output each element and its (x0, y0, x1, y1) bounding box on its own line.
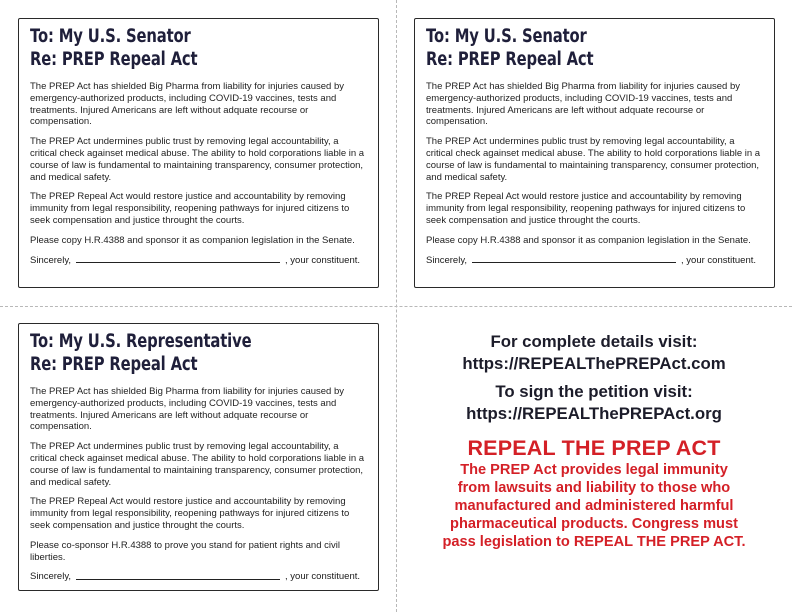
letter-to-heading: To: My U.S. Senator (426, 26, 587, 47)
letter-paragraph: The PREP Act undermines public trust by removing legal accountability, a critical check againset medical abuse. The ability to hold corporations liable in a course of law is fundamental to maintaining transparency, consumer protection, and medical safety. (30, 136, 365, 183)
repeal-message-line: from lawsuits and liability to those who (457, 480, 731, 496)
constituent-label: , your constituent. (285, 571, 360, 583)
letter-request: Please copy H.R.4388 and sponsor it as companion legislation in the Senate. (426, 234, 751, 246)
letter-paragraph: The PREP Act has shielded Big Pharma from liability for injuries caused by emergency-authorized products, including COVID-19 vaccines, tests and treatments. Injured Americans are left without adquate recourse or compensation. (30, 386, 345, 433)
senator-letter-card-left (18, 18, 379, 288)
sincerely-label: Sincerely, (426, 254, 468, 266)
constituent-label: , your constituent. (681, 254, 756, 266)
horizontal-cut-line (0, 306, 792, 307)
repeal-headline: REPEAL THE PREP ACT (467, 436, 721, 460)
letter-re-heading: Re: PREP Repeal Act (426, 49, 594, 70)
letter-to-heading: To: My U.S. Senator (30, 26, 191, 47)
details-url-link[interactable]: https://REPEALThePREPAct.com (462, 354, 726, 373)
letter-paragraph: The PREP Act undermines public trust by removing legal accountability, a critical check againset medical abuse. The ability to hold corporations liable in a course of law is fundamental to maintaining transparency, consumer protection, and medical safety. (426, 136, 761, 183)
sincerely-label: Sincerely, (30, 254, 72, 266)
repeal-message-line: manufactured and administered harmful (454, 498, 734, 514)
sincerely-label: Sincerely, (30, 571, 72, 583)
repeal-message-line: pharmaceutical products. Congress must (450, 516, 738, 532)
petition-label: To sign the petition visit: (495, 382, 693, 401)
signature-row (30, 255, 367, 267)
signature-row (426, 255, 763, 267)
letter-body (30, 81, 367, 247)
letter-body (426, 81, 763, 247)
senator-letter-card-right (414, 18, 775, 288)
letter-request: Please copy H.R.4388 and sponsor it as companion legislation in the Senate. (30, 234, 355, 246)
petition-url-link[interactable]: https://REPEALThePREPAct.org (466, 404, 722, 423)
signature-line[interactable] (76, 262, 280, 263)
letter-paragraph: The PREP Act has shielded Big Pharma from liability for injuries caused by emergency-authorized products, including COVID-19 vaccines, tests and treatments. Injured Americans are left without adquate recourse or compensation. (426, 81, 741, 128)
repeal-message-line: The PREP Act provides legal immunity (460, 462, 728, 478)
letter-re-heading: Re: PREP Repeal Act (30, 49, 198, 70)
signature-line[interactable] (76, 579, 280, 580)
letter-paragraph: The PREP Act has shielded Big Pharma from liability for injuries caused by emergency-authorized products, including COVID-19 vaccines, tests and treatments. Injured Americans are left without adquate recourse or compensation. (30, 81, 345, 128)
representative-letter-card (18, 323, 379, 591)
signature-line[interactable] (472, 262, 676, 263)
details-label: For complete details visit: (490, 332, 698, 351)
signature-row (30, 571, 367, 583)
letter-body (30, 386, 367, 563)
letter-paragraph: The PREP Repeal Act would restore justice and accountability by removing immunity from legal responsibility, reopening pathways for injured citizens to seek compensation and justice throught the courts. (30, 191, 350, 226)
letter-re-heading: Re: PREP Repeal Act (30, 354, 198, 375)
repeal-message (408, 461, 780, 551)
info-panel (408, 331, 780, 551)
letter-to-heading: To: My U.S. Representative (30, 331, 252, 352)
letter-paragraph: The PREP Repeal Act would restore justice and accountability by removing immunity from legal responsibility, reopening pathways for injured citizens to seek compensation and justice throught the courts. (30, 496, 350, 531)
constituent-label: , your constituent. (285, 254, 360, 266)
letter-paragraph: The PREP Repeal Act would restore justice and accountability by removing immunity from legal responsibility, reopening pathways for injured citizens to seek compensation and justice throught the courts. (426, 191, 746, 226)
letter-request: Please co-sponsor H.R.4388 to prove you stand for patient rights and civil liberties. (30, 539, 340, 563)
repeal-message-line: pass legislation to REPEAL THE PREP ACT. (442, 534, 746, 550)
letter-paragraph: The PREP Act undermines public trust by removing legal accountability, a critical check againset medical abuse. The ability to hold corporations liable in a course of law is fundamental to maintaining transparency, consumer protection, and medical safety. (30, 441, 365, 488)
